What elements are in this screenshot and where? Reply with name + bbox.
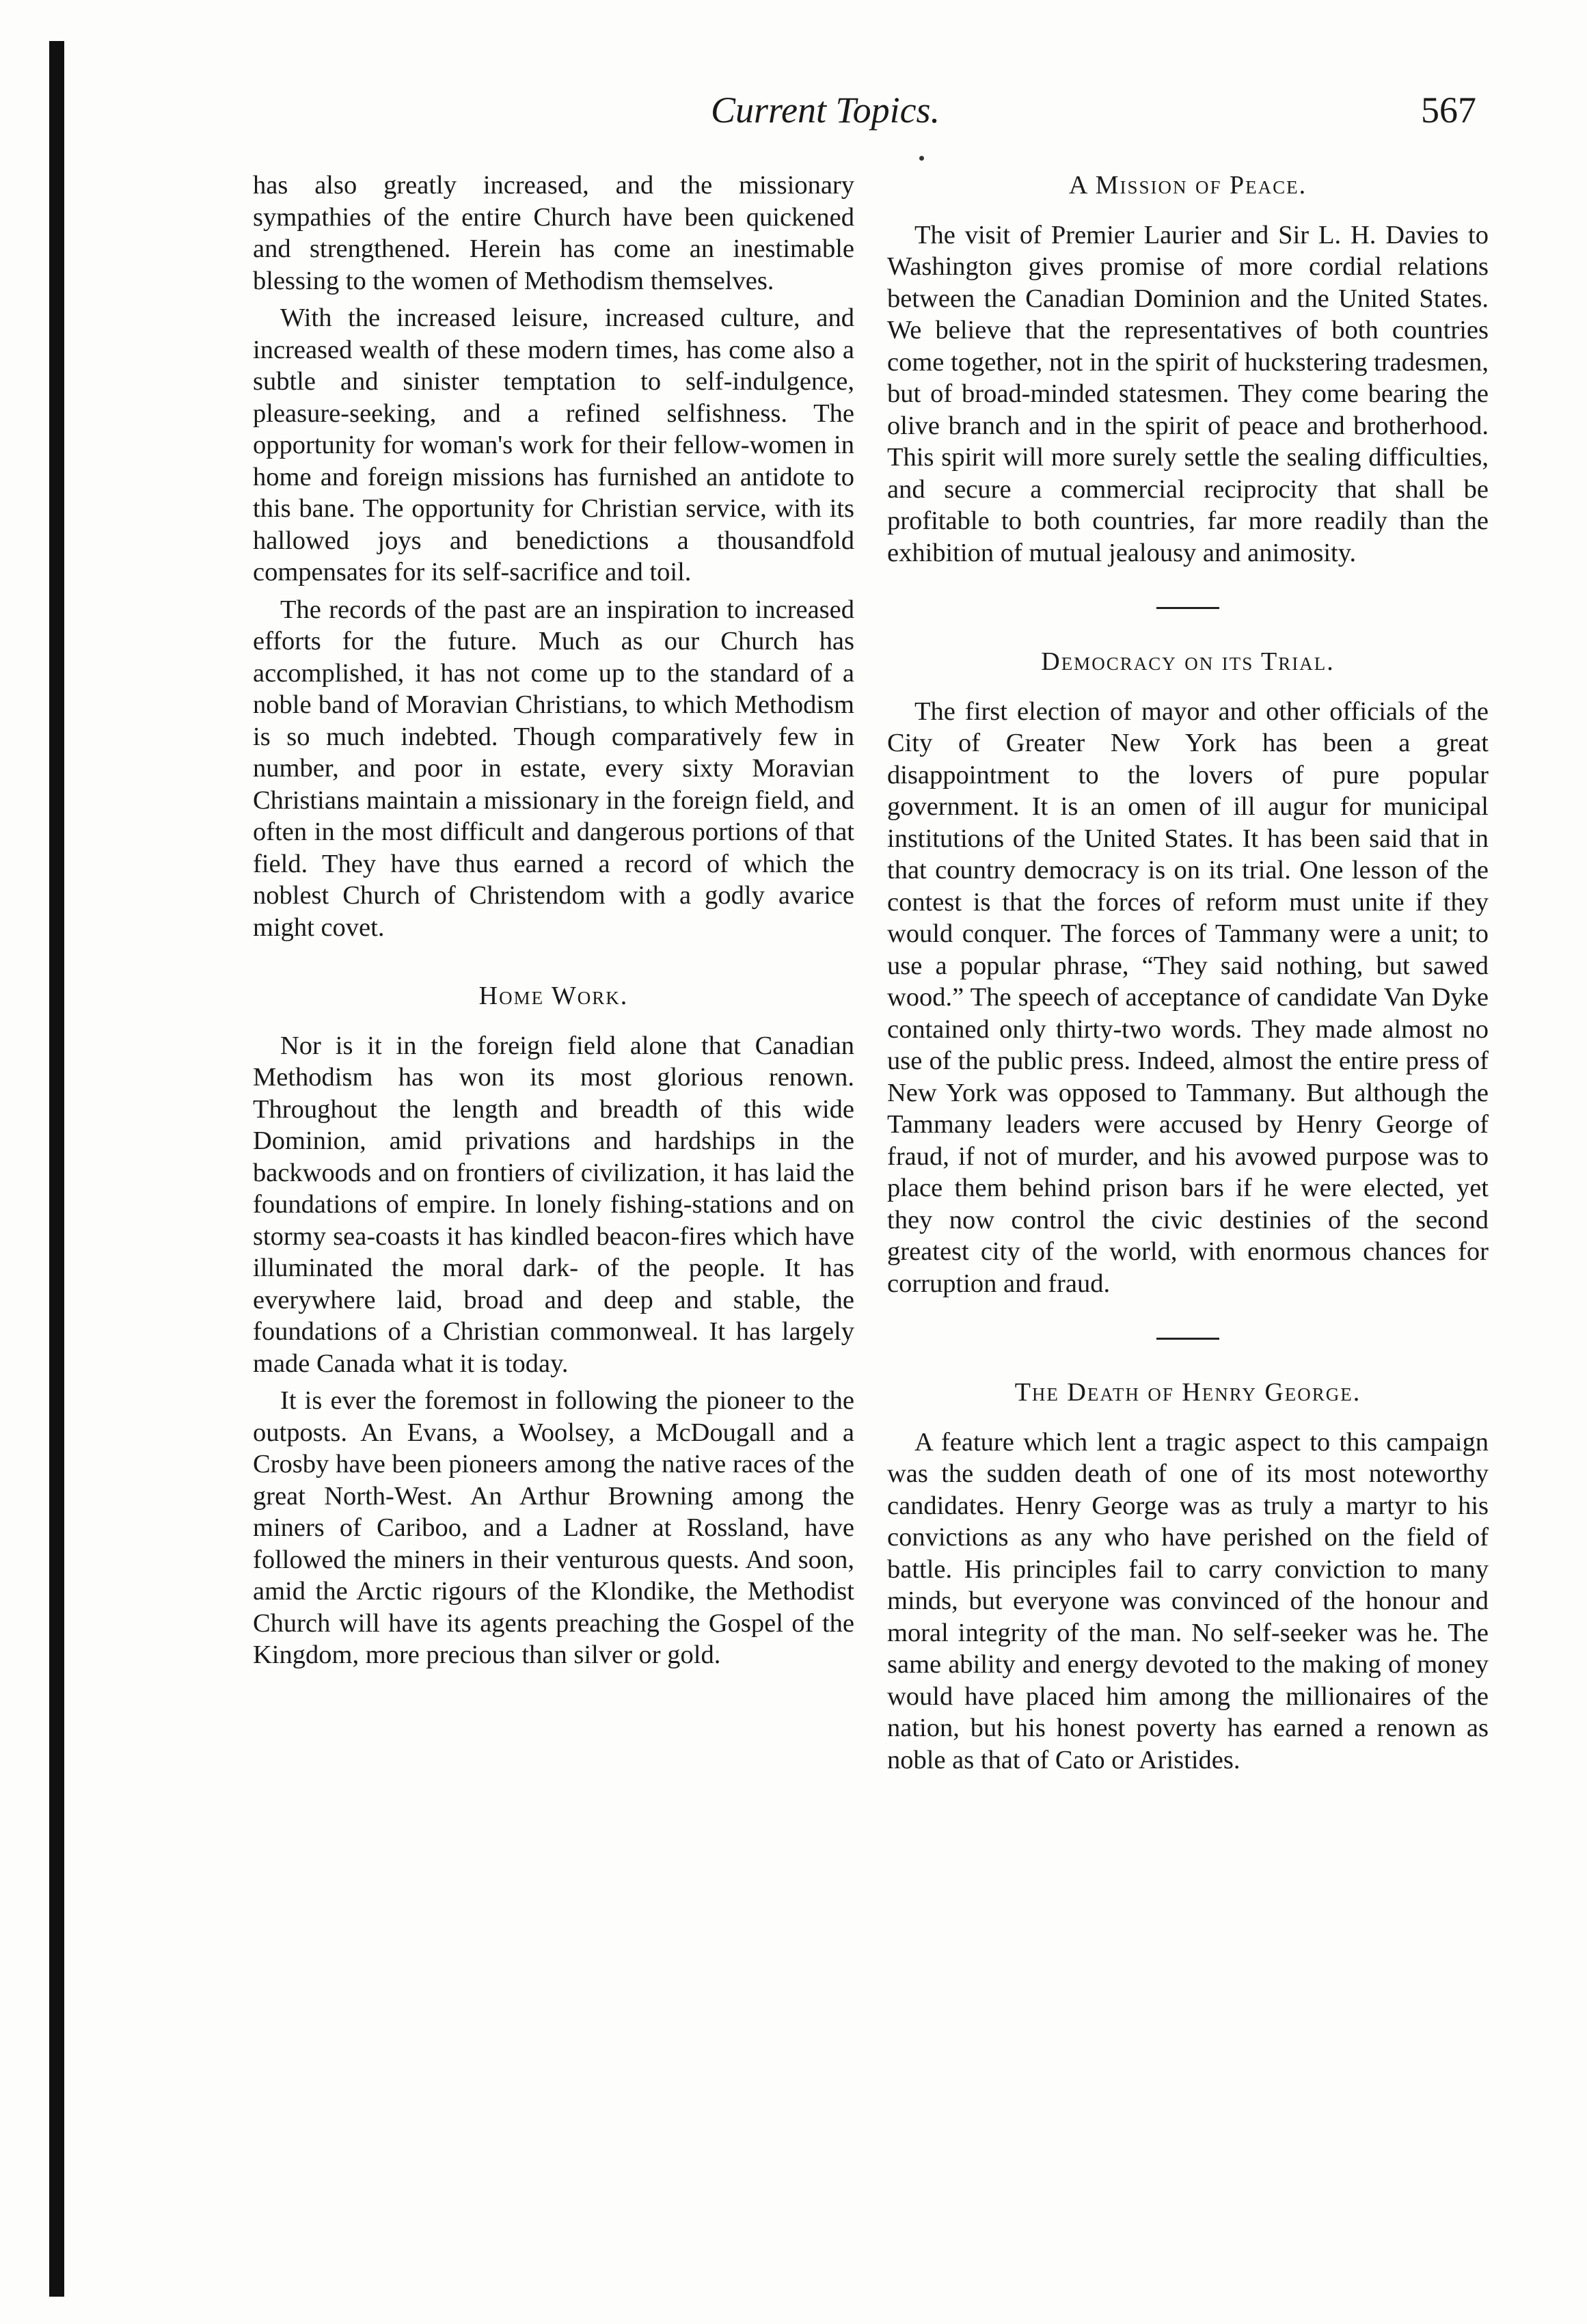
section-divider [1156, 1338, 1219, 1340]
paragraph: The records of the past are an inspiration to increased efforts for the future. Much as our Church has accomplished, it has not come up to the standard of a noble band of Moravian Christians, to which Methodism is so much indebted. Though comparatively few in number, and poor in estate, every sixty Moravian Christians maintain a missionary in the foreign field, and often in the most difficult and dangerous portions of that field. They have thus earned a record of which the noblest Church of Christendom with a godly avarice might covet. [253, 595, 854, 942]
section-heading-democracy: Democracy on its Trial. [1041, 647, 1335, 676]
paragraph: With the increased leisure, increased culture, and increased wealth of these modern times, has come also a subtle and sinister temptation to self-indulgence, pleasure-seeking, and a refined selfishness. The opportunity for woman's work for their fellow-women in home and foreign missions has furnished an antidote to this bane. The opportunity for Christian service, with its hallowed joys and benedictions a thousandfold compensates for its self-sacrifice and toil. [253, 303, 854, 586]
stray-mark [919, 156, 924, 161]
section-divider [1156, 607, 1219, 609]
paragraph: A feature which lent a tragic aspect to this campaign was the sudden death of one of its most noteworthy candidates. Henry George was as truly a martyr to his convictions as any who have perished on the field of battle. His principles fail to carry conviction to many minds, but everyone was convinced of the honour and moral integrity of the man. No self-seeker was he. The same ability and energy devoted to the making of money would have placed him among the millionaires of the nation, but his honest poverty has earned a renown as noble as that of Cato or Aristides. [887, 1427, 1489, 1774]
paragraph: The first election of mayor and other officials of the City of Greater New York has been a great disappointment to the lovers of pure popular government. It is an omen of ill augur for municipal institutions of the United States. It has been said that in that country democracy is on its trial. One lesson of the contest is that the forces of reform must unite if they would conquer. The forces of Tammany were a unit; to use a popular phrase, “They said nothing, but sawed wood.” The speech of acceptance of candidate Van Dyke contained only thirty-two words. They made almost no use of the public press. Indeed, almost the entire press of New York was opposed to Tammany. But although the Tammany leaders were accused by Henry George of fraud, if not of murder, and his avowed purpose was to place them behind prison bars if he were elected, yet they now control the civic destinies of the second greatest city of the world, with enormous chances for corruption and fraud. [887, 697, 1489, 1298]
paragraph: has also greatly increased, and the missionary sympathies of the entire Church have been quickened and strengthened. Herein has come an inestimable blessing to the women of Methodism themselves. [253, 171, 854, 295]
running-title: Current Topics. [711, 90, 940, 131]
left-column [253, 170, 854, 1671]
section-heading-death-of-henry-george: The Death of Henry George. [1014, 1378, 1361, 1407]
page-header [246, 89, 1476, 144]
binding-edge [49, 41, 64, 2297]
section-heading-home-work: Home Work. [478, 982, 629, 1010]
paragraph: It is ever the foremost in following the pioneer to the outposts. An Evans, a Woolsey, a McDougall and a Crosby have been pioneers among the native races of the great North-West. An Arthur Browning among the miners of Cariboo, and a Ladner at Rossland, have followed the miners in their venturous quests. And soon, amid the Arctic rigours of the Klondike, the Methodist Church will have its agents preaching the Gospel of the Kingdom, more precious than silver or gold. [253, 1386, 854, 1669]
page-number: 567 [1421, 90, 1476, 131]
section-heading-mission-of-peace: A Mission of Peace. [1068, 171, 1307, 200]
right-column [887, 170, 1489, 1776]
paragraph: The visit of Premier Laurier and Sir L. H. Davies to Washington gives promise of more cordial relations between the Canadian Dominion and the United States. We believe that the representatives of both countries come together, not in the spirit of huckstering tradesmen, but of broad-minded statesmen. They come bearing the olive branch and in the spirit of peace and brotherhood. This spirit will more surely settle the sealing difficulties, and secure a commercial reciprocity that shall be profitable to both countries, far more readily than the exhibition of mutual jealousy and animosity. [887, 220, 1489, 567]
paragraph: Nor is it in the foreign field alone that Canadian Methodism has won its most glorious renown. Throughout the length and breadth of this wide Dominion, amid privations and hardships in the backwoods and on frontiers of civilization, it has laid the foundations of empire. In lonely fishing-stations and on stormy sea-coasts it has kindled beacon-fires which have illuminated the moral dark- of the people. It has everywhere laid, broad and deep and stable, the foundations of a Christian commonweal. It has largely made Canada what it is today. [253, 1031, 854, 1378]
